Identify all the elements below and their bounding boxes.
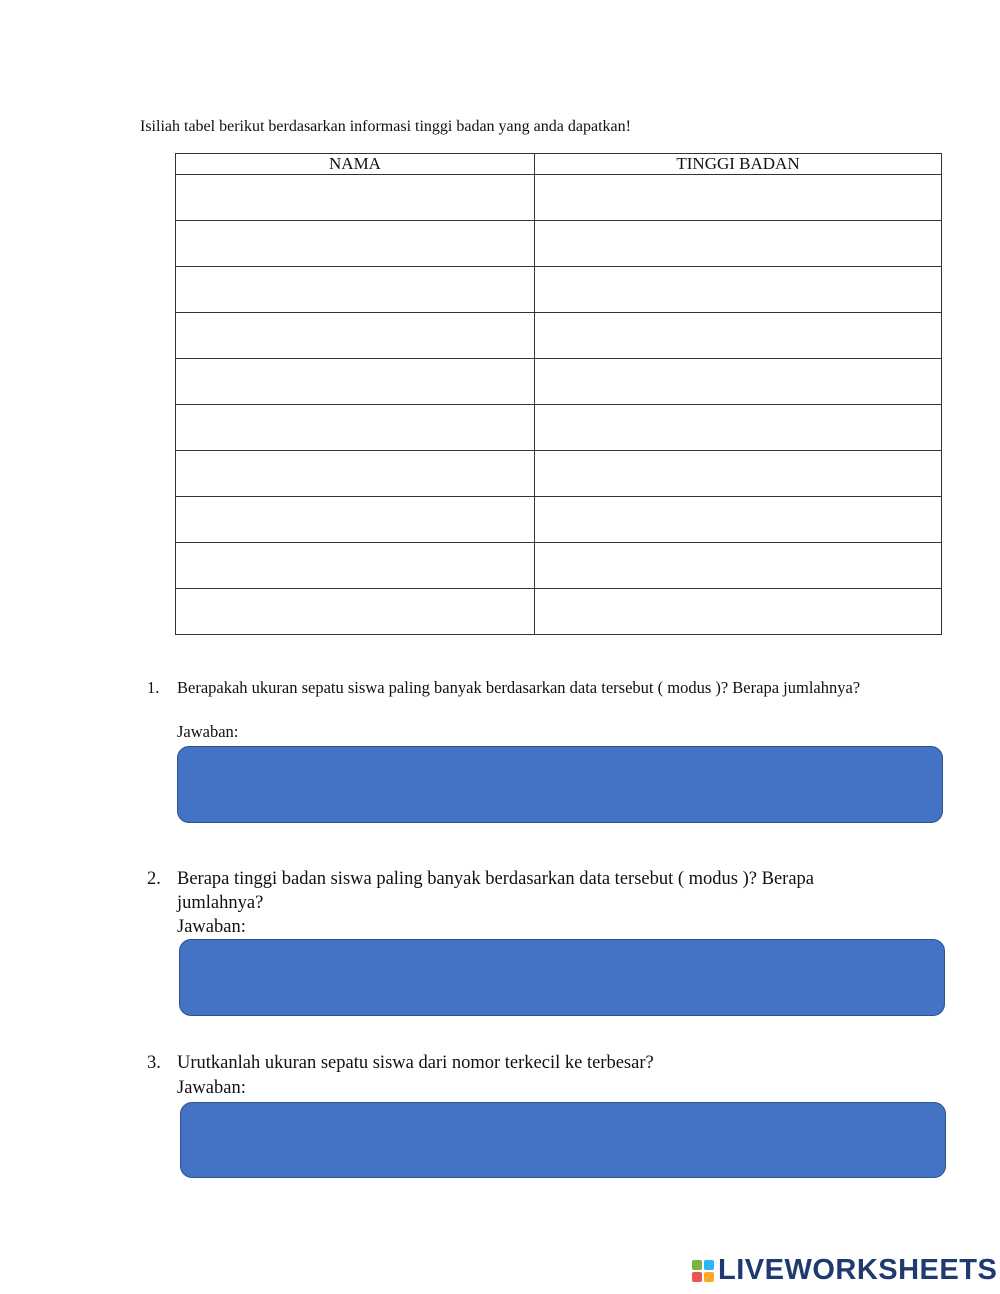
column-header-nama: NAMA xyxy=(176,154,535,175)
answer-label: Jawaban: xyxy=(177,722,239,741)
nama-cell[interactable] xyxy=(176,221,535,267)
answer-label: Jawaban: xyxy=(177,917,246,937)
tinggi-badan-cell[interactable] xyxy=(535,267,942,313)
height-table xyxy=(175,153,942,635)
question-text: Berapa tinggi badan siswa paling banyak berdasarkan data tersebut ( modus )? Berapa jumlahnya? xyxy=(177,869,814,913)
logo-square xyxy=(692,1272,702,1282)
logo-text: LIVEWORKSHEETS xyxy=(718,1254,998,1286)
table-row xyxy=(176,497,942,543)
tinggi-badan-cell[interactable] xyxy=(535,175,942,221)
tinggi-badan-cell[interactable] xyxy=(535,589,942,635)
answer-input-2[interactable] xyxy=(179,939,945,1016)
table-row xyxy=(176,451,942,497)
question-number: 2. xyxy=(147,869,161,889)
table-row xyxy=(176,221,942,267)
tinggi-badan-cell[interactable] xyxy=(535,497,942,543)
logo-square xyxy=(704,1272,714,1282)
nama-cell[interactable] xyxy=(176,359,535,405)
logo-square xyxy=(704,1260,714,1270)
tinggi-badan-cell[interactable] xyxy=(535,313,942,359)
nama-cell[interactable] xyxy=(176,267,535,313)
tinggi-badan-cell[interactable] xyxy=(535,543,942,589)
question-text: Urutkanlah ukuran sepatu siswa dari nomor terkecil ke terbesar? xyxy=(177,1053,654,1073)
table-row xyxy=(176,175,942,221)
answer-label: Jawaban: xyxy=(177,1078,246,1098)
tinggi-badan-cell[interactable] xyxy=(535,405,942,451)
question-text: Berapakah ukuran sepatu siswa paling banyak berdasarkan data tersebut ( modus )? Berapa jumlahnya? xyxy=(177,678,861,697)
answer-input-3[interactable] xyxy=(180,1102,946,1178)
question-number: 3. xyxy=(147,1053,161,1073)
instruction-text: Isiliah tabel berikut berdasarkan informasi tinggi badan yang anda dapatkan! xyxy=(140,118,631,135)
nama-cell[interactable] xyxy=(176,175,535,221)
table-row xyxy=(176,405,942,451)
answer-input-1[interactable] xyxy=(177,746,943,823)
liveworksheets-logo xyxy=(692,1254,997,1287)
nama-cell[interactable] xyxy=(176,451,535,497)
nama-cell[interactable] xyxy=(176,405,535,451)
tinggi-badan-cell[interactable] xyxy=(535,451,942,497)
nama-cell[interactable] xyxy=(176,589,535,635)
table-header-row xyxy=(176,154,942,175)
table-row xyxy=(176,589,942,635)
liveworksheets-logo-icon xyxy=(692,1260,714,1282)
nama-cell[interactable] xyxy=(176,543,535,589)
nama-cell[interactable] xyxy=(176,313,535,359)
logo-square xyxy=(692,1260,702,1270)
tinggi-badan-cell[interactable] xyxy=(535,359,942,405)
column-header-tinggi-badan: TINGGI BADAN xyxy=(535,154,942,175)
table-row xyxy=(176,359,942,405)
table-row xyxy=(176,267,942,313)
table-row xyxy=(176,313,942,359)
table-row xyxy=(176,543,942,589)
nama-cell[interactable] xyxy=(176,497,535,543)
question-number: 1. xyxy=(147,678,160,697)
tinggi-badan-cell[interactable] xyxy=(535,221,942,267)
